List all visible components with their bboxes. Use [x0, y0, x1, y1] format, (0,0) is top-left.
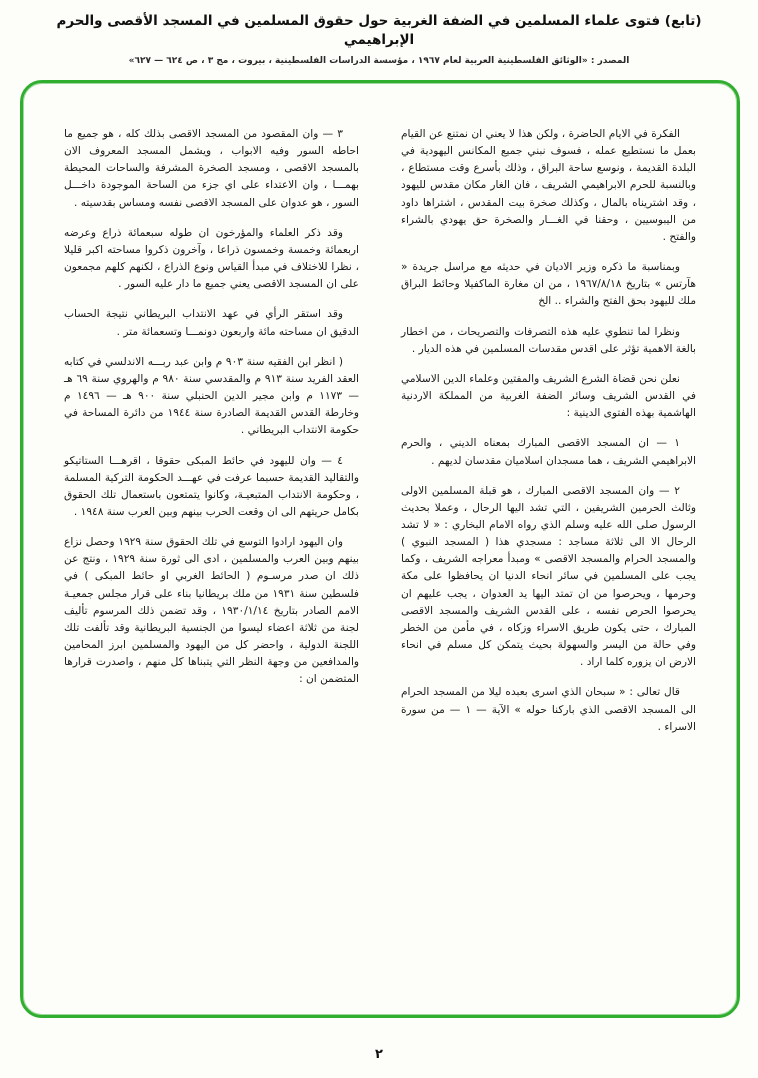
document-header — [0, 0, 758, 66]
document-body — [20, 80, 740, 1018]
paragraph-left-4: ( انظر ابن الفقيه سنة ٩٠٣ م وابن عبد ربـــه الاندلسي في كتابه العقد الفريد سنة ٩١٣ م والمقدسي سنة ٩٨٠ م والهروي سنة ٦٩ هـ — ١١٧٣ م وابن مجير الدين الحنبلي سنة ٩٠٠ هـ — ١٤٩٦ م وخارطة القدس القديمة الصادرة سنة ١٩٤٤ من دائرة المساحة في حكومة الانتداب البريطاني . — [64, 355, 360, 437]
paragraph-left-3: وقد استقر الرأي في عهد الانتداب البريطاني نتيجة الحساب الدقيق ان مساحته مائة واربعون دونمـــا وتسعمائة متر . — [64, 308, 359, 338]
document-title: (تابع) فتوى علماء المسلمين في الضفة الغربية حول حقوق المسلمين في المسجد الأقصى والحرم الإبراهيمي — [56, 13, 702, 48]
paragraph-left-2: وقد ذكر العلماء والمؤرخون ان طوله سبعمائة ذراع وعرضه اربعمائة وخمسة وخمسون ذراعا ، وآخرون ذكروا مساحته اكبر قليلا ، نظرا للاختلاف في مبدأ القياس ونوع الذراع ، لكنهم كلهم مجمعون على ان المسجد الاقصى يعني جميع ما دار عليه السور . — [64, 226, 359, 291]
page-number: ٢ — [375, 1047, 383, 1062]
paragraph-left-5: ٤ — وان لليهود في حائط المبكى حقوقا ، اقرهـــا الستاتيكو والتقاليد القديمة حسبما عرفت في عهـــد الحكومة التركية المسلمة ، وحكومة الانتداب المتبعيـة، وكانوا يتمتعون باستعمال تلك الحقوق بكامل حريتهم الى ان وقعت الحرب بينهم وبين العرب سنة ١٩٤٨ . — [64, 454, 359, 518]
paragraph-left-6: وان اليهود ارادوا التوسع في تلك الحقوق سنة ١٩٢٩ وحصل نزاع بينهم وبين العرب والمسلمين ، ادى الى ثورة سنة ١٩٢٩ ، ونتج عن ذلك ان صدر مرسـوم ( الحائط الغربي او حائط المبكى ) في فلسطين سنة ١٩٣١ من ملك بريطانيا بناء على قرار مجلس جمعيـة الامم الصادر بتاريخ ١٩٣٠/١/١٤ ، وقد تضمن ذلك المرسوم تأليف لجنة من ثلاثة اعضاء ليسوا من الجنسية البريطانية وقد تألفت تلك اللجنة الدولية ، واحضر كل من اليهود والمسلمين ابرز المحامين والمدافعين من وجهة النظر التي يتبناها كل منهم ، واصدرت قرارها المتضمن ان : — [64, 536, 359, 686]
paragraph-right-1: الفكرة في الايام الحاضرة ، ولكن هذا لا يعني ان نمتنع عن القيام بعمل ما نستطيع عمله ، فسوف نبني جميع المكانس اليهودية في البلدة القديمة ، ونوسع ساحة البراق ، وذلك بأسرع وقت مستطاع ، وبالنسبة للحرم الابراهيمي الشريف ، فان الغار مكان مقدس لليهود ، وقد اشتريناه بالمال ، وكذلك صخرة بيت المقدس ، اشتراها داود من اليبوسيين ، وحقنا في الغـــار والصخرة حق يهودي بالشراء والفتح . — [401, 128, 696, 243]
paragraph-right-2: وبمناسبة ما ذكره وزير الاديان في حديثه مع مراسل جريدة « هآرتس » بتاريخ ١٩٦٧/٨/١٨ ، من ان مغارة الماكفيلا وحائط البراق ملك لليهود بحق الفتح والشراء .. الخ — [401, 261, 696, 308]
paragraph-right-3: ونظرا لما تنطوي عليه هذه التصرفات والتصريحات ، من اخطار بالغة الاهمية تؤثر على اقدس مقدسات المسلمين في هذه الديار . — [401, 325, 696, 355]
paragraph-right-4: نعلن نحن قضاة الشرع الشريف والمفتين وعلماء الدين الاسلامي في القدس الشريف وسائر الضفة الغربية من المملكة الاردنية الهاشمية بهذه الفتوى الدينية : — [401, 372, 696, 420]
paragraph-right-6: ٢ — وان المسجد الاقصى المبارك ، هو قبلة المسلمين الاولى وثالث الحرمين الشريفين ، التي تشد اليها الرحال ، وعملا بحديث الرسول صلى الله عليه وسلم الذي رواه الامام البخاري : « لا تشد الرحال الا الى ثلاثة مساجد : مسجدي هذا ( المسجد النبوي ) والمسجد الحرام والمسجد الاقصى » ومبدأ معراجه الشريف ، وكما يجب على المسلمين في سائر انحاء الدنيا ان يحافظوا على مكة وحرمها ، ويحرصوا من ان تمتد اليها يد العدوان ، يجب عليهم ان يحرصوا الحرص نفسه ، على القدس الشريف والمسجد الاقصى المبارك ، حتى يكون طريق الاسراء وزكاه ، في مأمن من الخطر وفي حالة من اليسر والسهولة بحيث يتمكن كل مسلم في انحاء الارض ان يزوره كلما اراد . — [401, 484, 696, 669]
paragraph-right-5: ١ — ان المسجد الاقصى المبارك بمعناه الديني ، والحرم الابراهيمي الشريف ، هما مسجدان اسلاميان مقدسان لديهم . — [401, 437, 696, 467]
paragraph-left-1: ٣ — وان المقصود من المسجد الاقصى بذلك كله ، هو جميع ما احاطه السور وفيه الابواب ، ويشمل المسجد المعروف الان بالمسجد الاقصى ، ومسجد الصخرة المشرفة والساحات المحيطة بهمـــا ، وان الاعتداء على اي جزء من الساحة الموجودة داخـــل السور ، هو عدوان على المسجد الاقصى نفسه ومساس بقدسيته . — [64, 128, 359, 209]
column-left — [64, 126, 359, 988]
column-right — [401, 126, 696, 988]
document-source-line: المصدر : «الوثائق الفلسطينية العربية لعام ١٩٦٧ ، مؤسسة الدراسات الفلسطينية ، بيروت ، مج ٣ ، ص ٦٢٤ — ٦٢٧» — [128, 55, 630, 66]
paragraph-right-7: قال تعالى : « سبحان الذي اسرى بعبده ليلا من المسجد الحرام الى المسجد الاقصى الذي باركنا حوله » الآية — ١ — من سورة الاسراء . — [401, 686, 697, 733]
